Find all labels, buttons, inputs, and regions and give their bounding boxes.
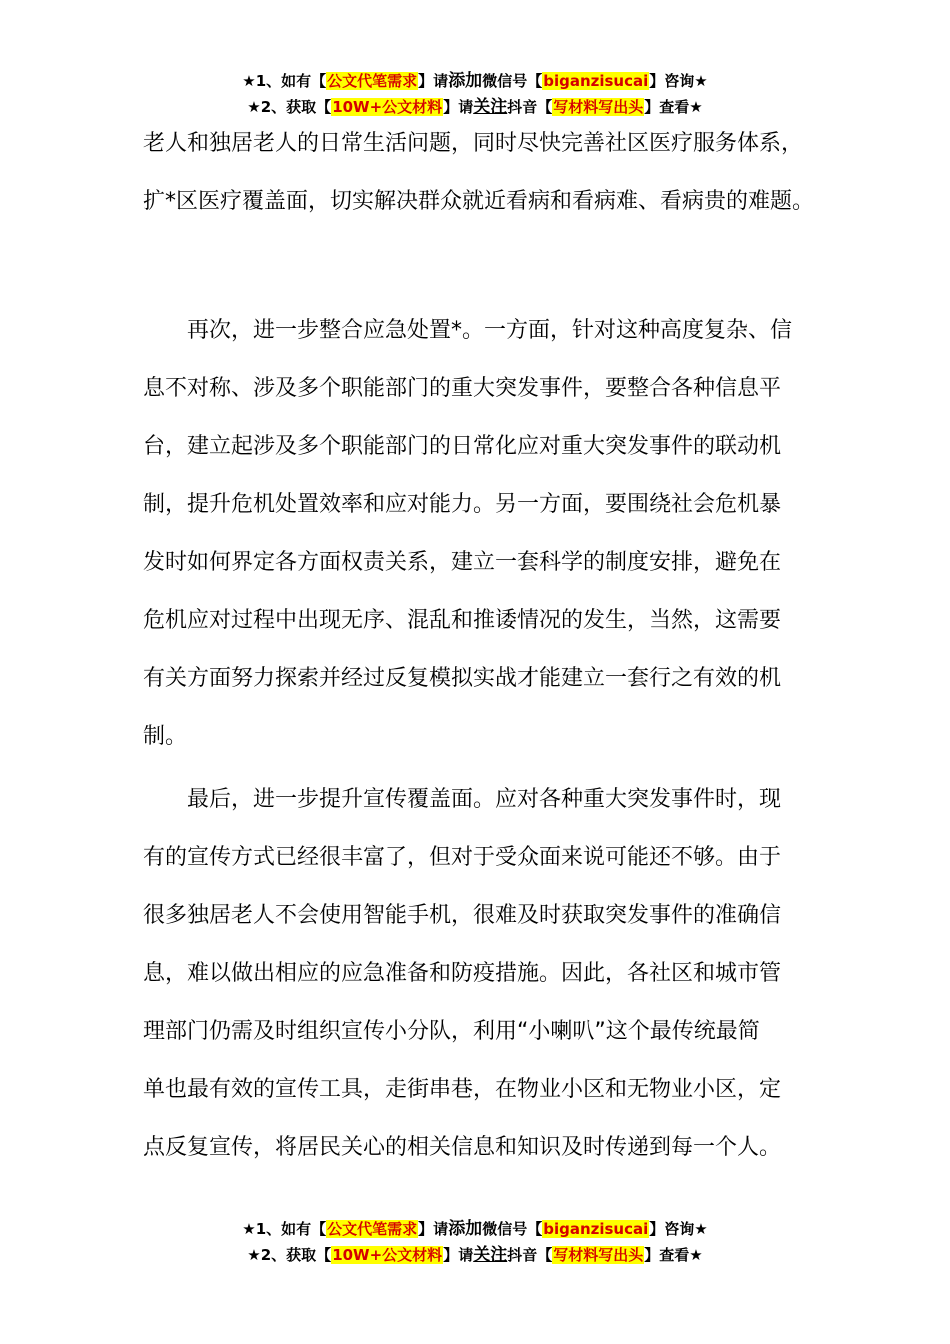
banner-2-prefix: ★2、获取【 xyxy=(247,1246,332,1264)
banner-2-middle: 】请 xyxy=(443,1246,474,1264)
paragraph-line: 制。 xyxy=(143,724,188,749)
banner-1-middle2: 微信号【 xyxy=(482,72,543,90)
banner-2-emph: 关注 xyxy=(473,1245,508,1265)
banner-line-1 xyxy=(0,1216,950,1242)
banner-line-1 xyxy=(0,68,950,94)
paragraph-line: 发时如何界定各方面权责关系，建立一套科学的制度安排，避免在 xyxy=(143,550,782,575)
banner-2-middle2: 抖音【 xyxy=(507,1246,553,1264)
banner-2-middle: 】请 xyxy=(443,98,474,116)
paragraph-line: 很多独居老人不会使用智能手机，很难及时获取突发事件的准确信 xyxy=(143,903,782,928)
banner-1-highlight-wechat: biganzisucai xyxy=(543,1220,649,1238)
banner-1-highlight-service: 公文代笔需求 xyxy=(327,72,418,90)
paragraph-line: 制，提升危机处置效率和应对能力。另一方面，要围绕社会危机暴 xyxy=(143,492,782,517)
paragraph-line: 台，建立起涉及多个职能部门的日常化应对重大突发事件的联动机 xyxy=(143,434,782,459)
paragraph-line: 再次，进一步整合应急处置*。一方面，针对这种高度复杂、信 xyxy=(143,318,793,343)
banner-2-highlight-materials: 10W+公文材料 xyxy=(332,98,443,116)
paragraph-1 xyxy=(143,115,823,231)
paragraph-line: 扩*区医疗覆盖面，切实解决群众就近看病和看病难、看病贵的难题。 xyxy=(143,189,815,214)
banner-1-middle: 】请 xyxy=(418,1220,449,1238)
banner-2-highlight-materials: 10W+公文材料 xyxy=(332,1246,443,1264)
banner-2-suffix: 】查看★ xyxy=(644,98,703,116)
banner-2-prefix: ★2、获取【 xyxy=(247,98,332,116)
banner-2-highlight-douyin: 写材料写出头 xyxy=(553,98,644,116)
banner-2-middle2: 抖音【 xyxy=(507,98,553,116)
footer-banner xyxy=(0,1216,950,1268)
banner-1-middle: 】请 xyxy=(418,72,449,90)
banner-1-suffix: 】咨询★ xyxy=(649,72,708,90)
paragraph-line: 最后，进一步提升宣传覆盖面。应对各种重大突发事件时，现 xyxy=(143,787,782,812)
banner-2-emph: 关注 xyxy=(473,97,508,117)
banner-1-prefix: ★1、如有【 xyxy=(242,1220,327,1238)
paragraph-line: 息不对称、涉及多个职能部门的重大突发事件，要整合各种信息平 xyxy=(143,376,782,401)
paragraph-line: 老人和独居老人的日常生活问题，同时尽快完善社区医疗服务体系， xyxy=(143,131,804,156)
banner-1-emph: 添加 xyxy=(448,71,483,91)
banner-2-highlight-douyin: 写材料写出头 xyxy=(553,1246,644,1264)
header-banner xyxy=(0,68,950,120)
paragraph-line: 危机应对过程中出现无序、混乱和推诿情况的发生，当然，这需要 xyxy=(143,608,782,633)
paragraph-line: 有的宣传方式已经很丰富了，但对于受众面来说可能还不够。由于 xyxy=(143,845,782,870)
banner-1-prefix: ★1、如有【 xyxy=(242,72,327,90)
banner-line-2 xyxy=(0,1242,950,1268)
banner-1-middle2: 微信号【 xyxy=(482,1220,543,1238)
paragraph-line: 单也最有效的宣传工具，走街串巷，在物业小区和无物业小区，定 xyxy=(143,1077,782,1102)
paragraph-2 xyxy=(143,302,823,766)
paragraph-3 xyxy=(143,771,823,1177)
banner-1-suffix: 】咨询★ xyxy=(649,1220,708,1238)
banner-2-suffix: 】查看★ xyxy=(644,1246,703,1264)
banner-1-highlight-wechat: biganzisucai xyxy=(543,72,649,90)
paragraph-line: 息，难以做出相应的应急准备和防疫措施。因此，各社区和城市管 xyxy=(143,961,782,986)
paragraph-line: 有关方面努力探索并经过反复模拟实战才能建立一套行之有效的机 xyxy=(143,666,782,691)
paragraph-line: 点反复宣传，将居民关心的相关信息和知识及时传递到每一个人。 xyxy=(143,1135,782,1160)
paragraph-line: 理部门仍需及时组织宣传小分队，利用“小喇叭”这个最传统最简 xyxy=(143,1019,760,1044)
banner-1-highlight-service: 公文代笔需求 xyxy=(327,1220,418,1238)
banner-1-emph: 添加 xyxy=(448,1219,483,1239)
